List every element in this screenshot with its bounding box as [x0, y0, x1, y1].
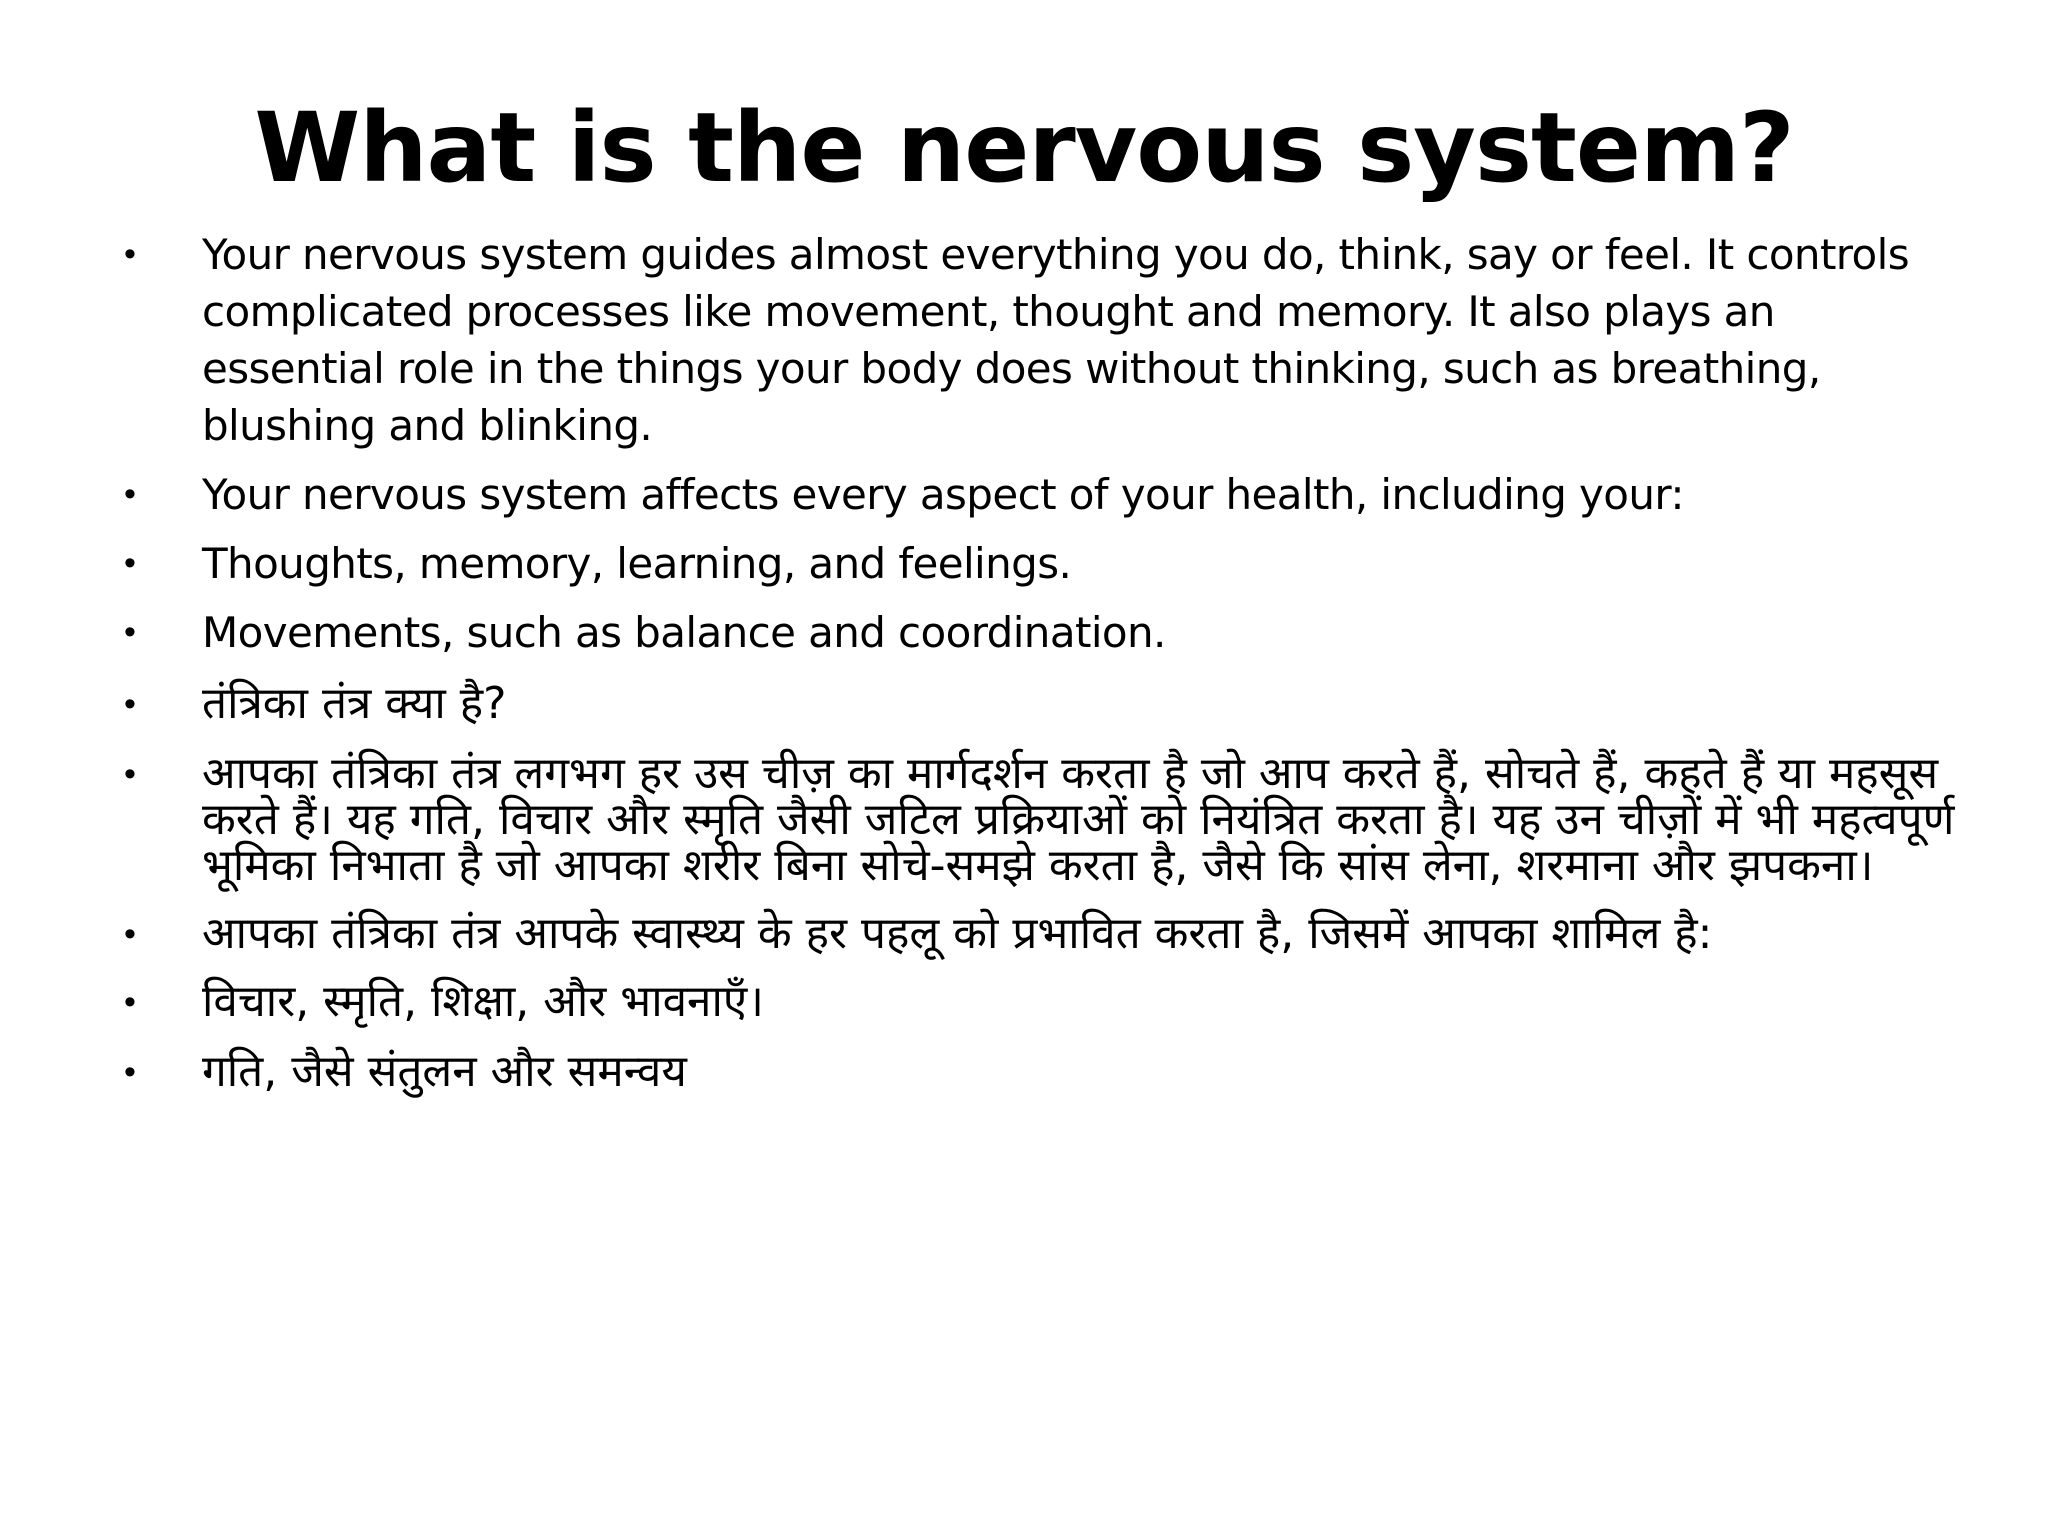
- bullet-list: [120, 226, 1960, 1111]
- bullet-text: गति, जैसे संतुलन और समन्वय: [202, 1046, 687, 1097]
- list-item: [120, 1041, 1960, 1103]
- list-item: [120, 535, 1960, 592]
- slide-title: What is the nervous system?: [254, 92, 1794, 204]
- list-item: [120, 226, 1960, 454]
- bullet-text: विचार, स्मृति, शिक्षा, और भावनाएँ।: [202, 976, 764, 1027]
- list-item: [120, 673, 1960, 735]
- bullet-marker: •: [124, 613, 136, 651]
- bullet-marker: •: [124, 235, 136, 273]
- bullet-marker: •: [124, 685, 136, 723]
- bullet-marker: •: [124, 755, 136, 793]
- list-item: [120, 743, 1960, 889]
- bullet-text: Thoughts, memory, learning, and feelings.: [202, 539, 1072, 588]
- bullet-marker: •: [124, 1053, 136, 1091]
- bullet-text: Your nervous system guides almost everything you do, think, say or feel. It controls complicated processes like movement, thought and memory. It also plays an essential role in the things your body does without thinking, such as breathing, blushing and blinking.: [202, 230, 1909, 450]
- list-item: [120, 466, 1960, 523]
- bullet-text: तंत्रिका तंत्र क्या है?: [202, 678, 507, 729]
- bullet-marker: •: [124, 475, 136, 513]
- bullet-marker: •: [124, 915, 136, 953]
- bullet-text: आपका तंत्रिका तंत्र आपके स्वास्थ्य के हर पहलू को प्रभावित करता है, जिसमें आपका शामिल है:: [202, 908, 1713, 959]
- bullet-text: Your nervous system affects every aspect of your health, including your:: [202, 470, 1684, 519]
- list-item: [120, 604, 1960, 661]
- list-item: [120, 971, 1960, 1033]
- list-item: [120, 903, 1960, 957]
- bullet-text: Movements, such as balance and coordination.: [202, 608, 1166, 657]
- bullet-marker: •: [124, 983, 136, 1021]
- bullet-marker: •: [124, 544, 136, 582]
- bullet-text: आपका तंत्रिका तंत्र लगभग हर उस चीज़ का मार्गदर्शन करता है जो आप करते हैं, सोचते हैं, कहते हैं या महसूस करते हैं। यह गति, विचार और स्मृति जैसी जटिल प्रक्रियाओं को नियंत्रित करता है। यह उन चीज़ों में भी महत्वपूर्ण भूमिका निभाता है जो आपका शरीर बिना सोचे-समझे करता है, जैसे कि सांस लेना, शरमाना और झपकना।: [202, 748, 1955, 891]
